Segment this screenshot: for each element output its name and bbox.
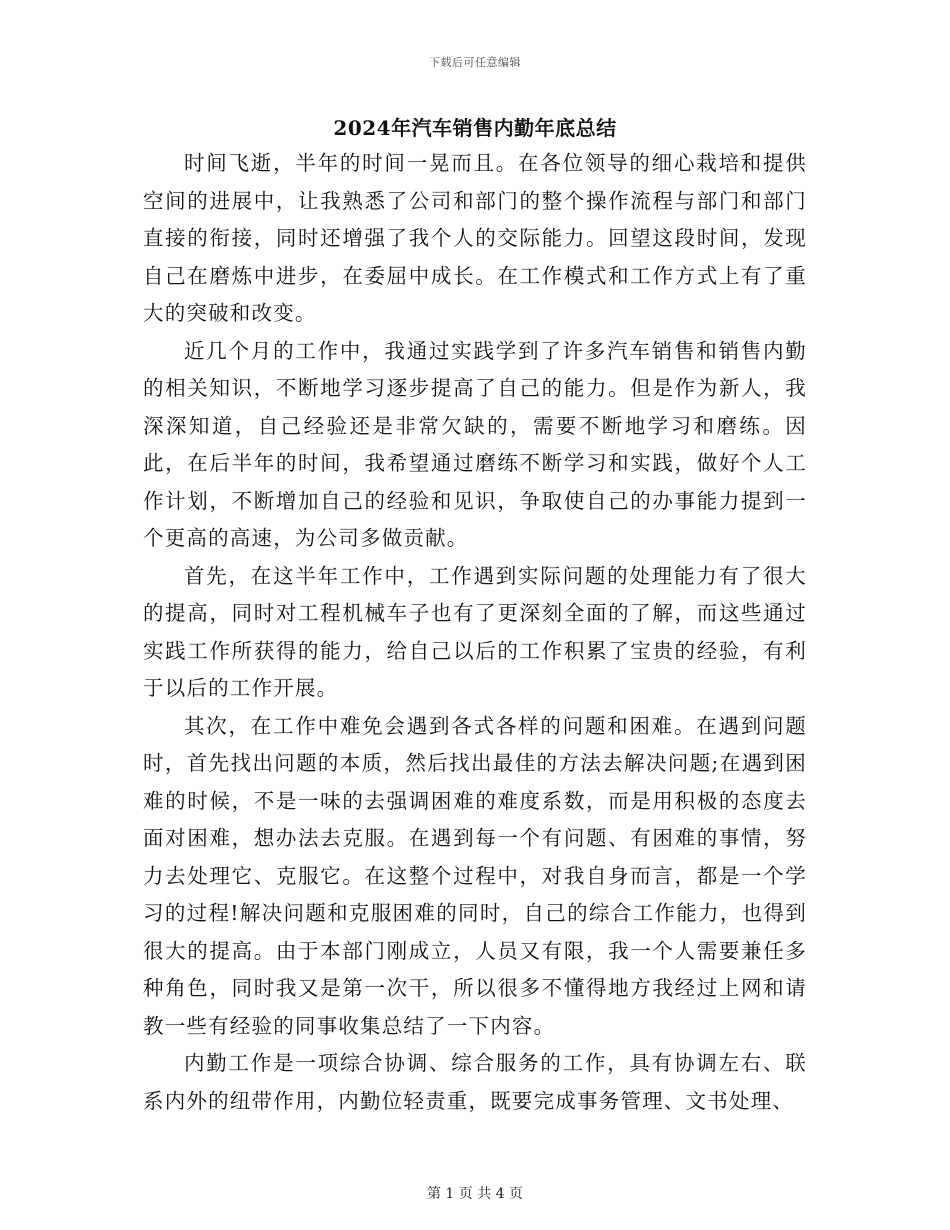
paragraph-4: 其次，在工作中难免会遇到各式各样的问题和困难。在遇到问题时，首先找出问题的本质，然后找出最佳的方法去解决问题;在遇到困难的时候，不是一味的去强调困难的难度系数，而是用积极的态度去面对困难，想办法去克服。在遇到每一个有问题、有困难的事情，努力去处理它、克服它。在这整个过程中，对我自身而言，都是一个学习的过程!解决问题和克服困难的同时，自己的综合工作能力，也得到很大的提高。由于本部门刚成立，人员又有限，我一个人需要兼任多种角色，同时我又是第一次干，所以很多不懂得地方我经过上网和请教一些有经验的同事收集总结了一下内容。 (143, 713, 807, 1038)
header-note: 下载后可任意编辑 (429, 56, 521, 69)
paragraph-2: 近几个月的工作中，我通过实践学到了许多汽车销售和销售内勤的相关知识，不断地学习逐步提高了自己的能力。但是作为新人，我深深知道，自己经验还是非常欠缺的，需要不断地学习和磨练。因此，在后半年的时间，我希望通过磨练不断学习和实践，做好个人工作计划，不断增加自己的经验和见识，争取使自己的办事能力提到一个更高的高速，为公司多做贡献。 (143, 338, 807, 550)
document-title: 2024年汽车销售内勤年底总结 (333, 116, 617, 140)
page-number: 第 1 页 共 4 页 (426, 1186, 524, 1202)
paragraph-3: 首先，在这半年工作中，工作遇到实际问题的处理能力有了很大的提高，同时对工程机械车子也有了更深刻全面的了解，而这些通过实践工作所获得的能力，给自己以后的工作积累了宝贵的经验，有利于以后的工作开展。 (143, 563, 807, 700)
document-body (143, 145, 807, 1120)
paragraph-1: 时间飞逝，半年的时间一晃而且。在各位领导的细心栽培和提供空间的进展中，让我熟悉了公司和部门的整个操作流程与部门和部门直接的衔接，同时还增强了我个人的交际能力。回望这段时间，发现自己在磨炼中进步，在委屈中成长。在工作模式和工作方式上有了重大的突破和改变。 (143, 151, 807, 325)
paragraph-5: 内勤工作是一项综合协调、综合服务的工作，具有协调左右、联系内外的纽带作用，内勤位轻责重，既要完成事务管理、文书处理、 (143, 1051, 807, 1113)
